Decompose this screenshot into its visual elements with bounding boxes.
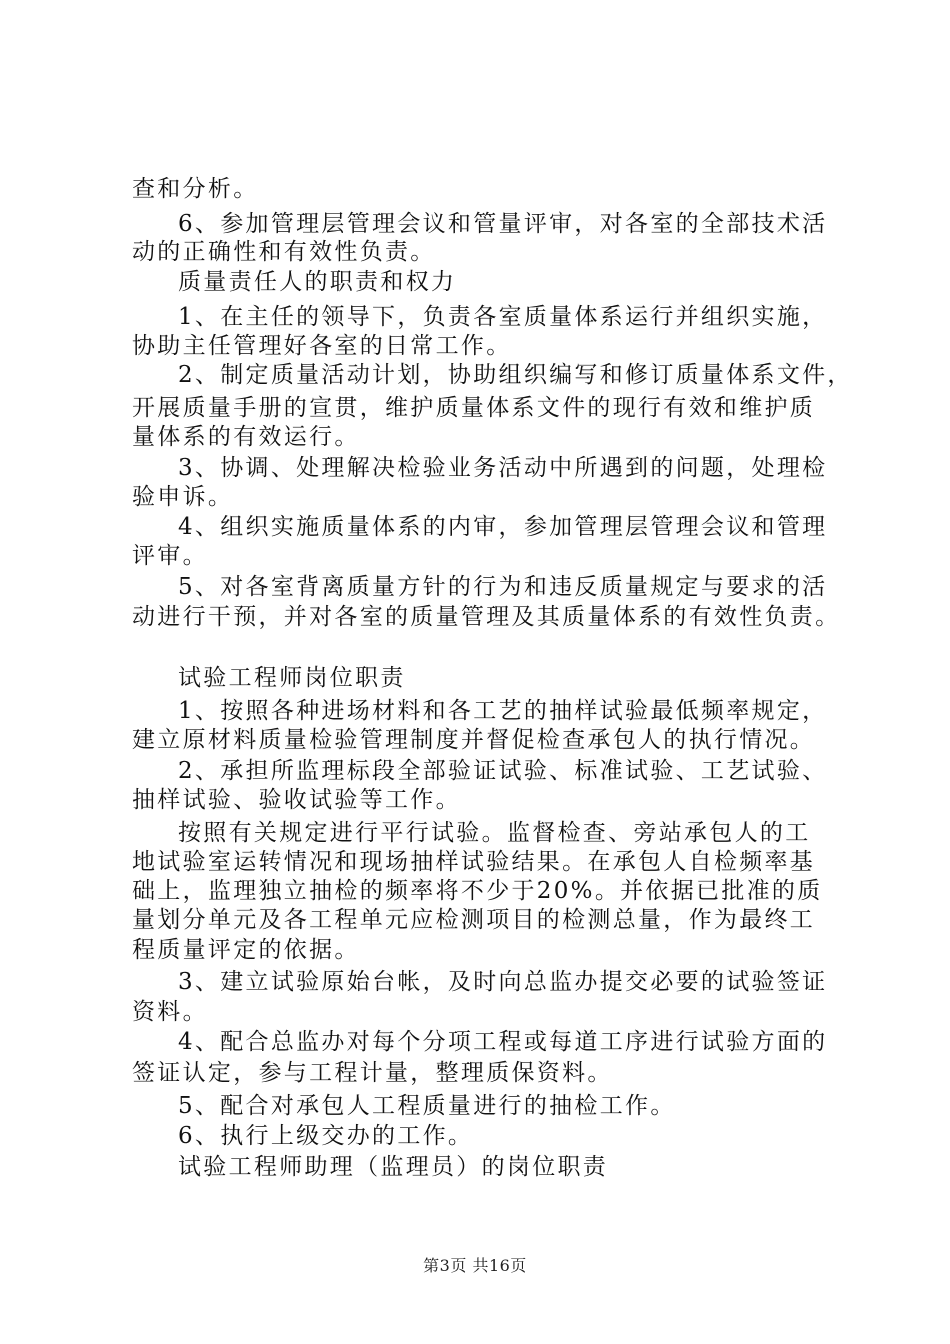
text-line: 程质量评定的依据。	[132, 937, 360, 963]
text-line: 地试验室运转情况和现场抽样试验结果。在承包人自检频率基	[132, 849, 816, 875]
text-line: 抽样试验、验收试验等工作。	[132, 787, 461, 813]
text-line: 量体系的有效运行。	[132, 424, 360, 450]
text-line: 动的正确性和有效性负责。	[132, 239, 436, 265]
text-line: 验申诉。	[132, 484, 234, 510]
text-line: 5、对各室背离质量方针的行为和违反质量规定与要求的活	[178, 574, 828, 600]
text-line: 资料。	[132, 999, 208, 1025]
text-line: 开展质量手册的宣贯，维护质量体系文件的现行有效和维护质	[132, 395, 816, 421]
section-heading: 试验工程师助理（监理员）的岗位职责	[178, 1154, 609, 1180]
text-line: 6、执行上级交办的工作。	[178, 1123, 474, 1149]
text-line: 2、承担所监理标段全部验证试验、标准试验、工艺试验、	[178, 758, 828, 784]
text-line: 1、在主任的领导下，负责各室质量体系运行并组织实施，	[178, 304, 828, 330]
text-line: 础上，监理独立抽检的频率将不少于20%。并依据已批准的质	[132, 878, 823, 904]
page-number-footer: 第3页 共16页	[423, 1256, 527, 1275]
text-line: 3、协调、处理解决检验业务活动中所遇到的问题，处理检	[178, 455, 828, 481]
text-line: 查和分析。	[132, 176, 259, 202]
text-line: 5、配合对承包人工程质量进行的抽检工作。	[178, 1093, 676, 1119]
text-line: 1、按照各种进场材料和各工艺的抽样试验最低频率规定，	[178, 698, 828, 724]
text-line: 4、组织实施质量体系的内审，参加管理层管理会议和管理	[178, 514, 828, 540]
text-line: 2、制定质量活动计划，协助组织编写和修订质量体系文件，	[178, 362, 853, 388]
text-line: 协助主任管理好各室的日常工作。	[132, 333, 512, 359]
section-heading: 试验工程师岗位职责	[178, 665, 406, 691]
text-line: 按照有关规定进行平行试验。监督检查、旁站承包人的工	[178, 820, 811, 846]
text-line: 建立原材料质量检验管理制度并督促检查承包人的执行情况。	[132, 727, 816, 753]
text-line: 3、建立试验原始台帐，及时向总监办提交必要的试验签证	[178, 969, 828, 995]
text-line: 4、配合总监办对每个分项工程或每道工序进行试验方面的	[178, 1029, 828, 1055]
section-heading: 质量责任人的职责和权力	[178, 269, 457, 295]
text-line: 签证认定，参与工程计量，整理质保资料。	[132, 1060, 613, 1086]
text-line: 动进行干预，并对各室的质量管理及其质量体系的有效性负责。	[132, 604, 841, 630]
text-line: 6、参加管理层管理会议和管量评审，对各室的全部技术活	[178, 211, 828, 237]
text-line: 量划分单元及各工程单元应检测项目的检测总量，作为最终工	[132, 907, 816, 933]
text-line: 评审。	[132, 543, 208, 569]
